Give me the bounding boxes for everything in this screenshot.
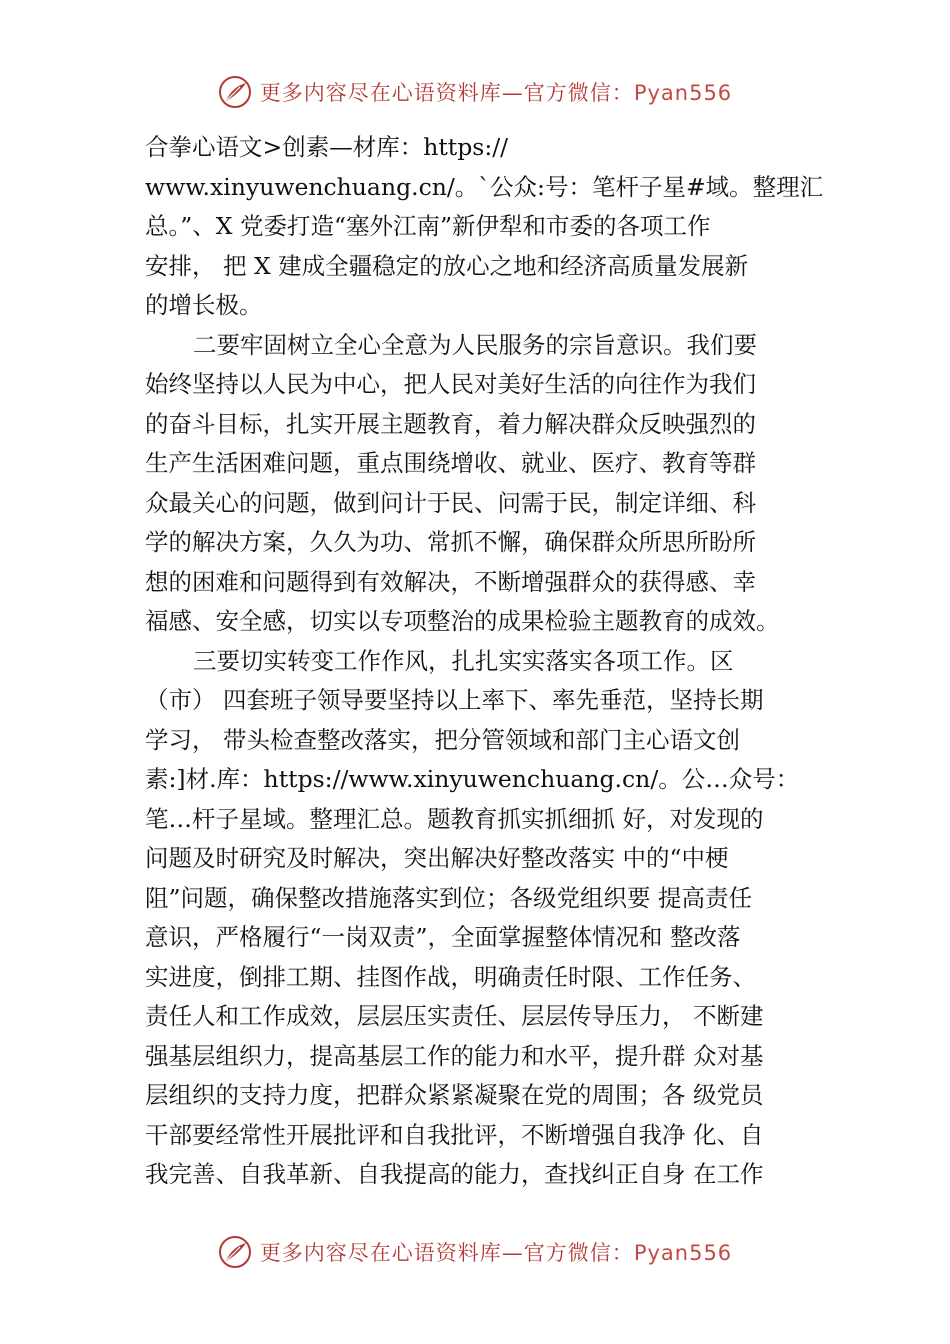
text-line: 干部要经常性开展批评和自我批评，不断增强自我净 化、自 — [145, 1120, 764, 1149]
text-line: 我完善、自我革新、自我提高的能力，查找纠正自身 在工作 — [145, 1160, 764, 1188]
text-line: 强基层组织力，提高基层工作的能力和水平，提升群 众对基 — [145, 1041, 764, 1070]
text-line: 始终坚持以人民为中心，把人民对美好生活的向往作为我们 — [145, 370, 756, 398]
text-line: （市） 四套班子领导要坚持以上率下、率先垂范，坚持长期 — [145, 686, 764, 714]
banner-text-main: 更多内容尽在心语资料库—官方微信： — [259, 81, 634, 105]
text-line: 学的解决方案，久久为功、常抓不懈，确保群众所思所盼所 — [145, 528, 756, 556]
header-banner — [0, 70, 950, 114]
document-body — [145, 128, 825, 1195]
text-line: 层组织的支持力度，把群众紧紧凝聚在党的周围；各 级党员 — [145, 1081, 764, 1109]
paragraph-start-line: 三要切实转变工作作风，扎扎实实落实各项工作。区 — [193, 646, 734, 675]
text-line: 阻”问题，确保整改措施落实到位；各级党组织要 提高责任 — [145, 883, 752, 912]
text-line: 意识，严格履行“一岗双责”，全面掌握整体情况和 整改落 — [145, 923, 741, 951]
wechat-id: Pyan556 — [633, 1241, 733, 1265]
text-line: 的增长极。 — [145, 291, 263, 319]
paragraph-start-line: 二要牢固树立全心全意为人民服务的宗旨意识。我们要 — [193, 330, 757, 359]
text-line: 想的困难和问题得到有效解决，不断增强群众的获得感、幸 — [145, 567, 756, 596]
text-line: 笔…杆子星域。整理汇总。题教育抓实抓细抓 好，对发现的 — [145, 804, 764, 833]
feather-logo-icon — [218, 1235, 252, 1269]
text-line: 问题及时研究及时解决，突出解决好整改落实 中的“中梗 — [145, 844, 729, 872]
text-line: 实进度，倒排工期、挂图作战，明确责任时限、工作任务、 — [145, 962, 756, 991]
text-line: 福感、安全感，切实以专项整治的成果检验主题教育的成效。 — [145, 607, 780, 635]
banner-text — [260, 1237, 732, 1267]
text-line: 合拳心语文>创素—材库：https:// — [145, 133, 509, 161]
text-line: 众最关心的问题，做到问计于民、问需于民，制定详细、科 — [145, 488, 756, 517]
text-line: 学习， 带头检查整改落实，把分管领域和部门主心语文创 — [145, 725, 740, 754]
text-line: 总。”、X 党委打造“塞外江南”新伊犁和市委的各项工作 — [145, 212, 711, 240]
text-line: 的奋斗目标，扎实开展主题教育，着力解决群众反映强烈的 — [145, 409, 756, 438]
text-line: 安排， 把 X 建成全疆稳定的放心之地和经济高质量发展新 — [145, 251, 749, 280]
text-line: 素:]材.库：https://www.xinyuwenchuang.cn/。公…众号： — [145, 765, 800, 793]
wechat-id: Pyan556 — [633, 81, 733, 105]
footer-banner — [0, 1230, 950, 1274]
banner-text — [260, 77, 732, 107]
feather-logo-icon — [218, 75, 252, 109]
text-line: www.xinyuwenchuang.cn/。`公众:号：笔杆子星#域。整理汇 — [145, 172, 824, 201]
text-line: 责任人和工作成效，层层压实责任、层层传导压力， 不断建 — [145, 1002, 764, 1030]
text-line: 生产生活困难问题，重点围绕增收、就业、医疗、教育等群 — [145, 449, 756, 477]
banner-text-main: 更多内容尽在心语资料库—官方微信： — [259, 1241, 634, 1265]
